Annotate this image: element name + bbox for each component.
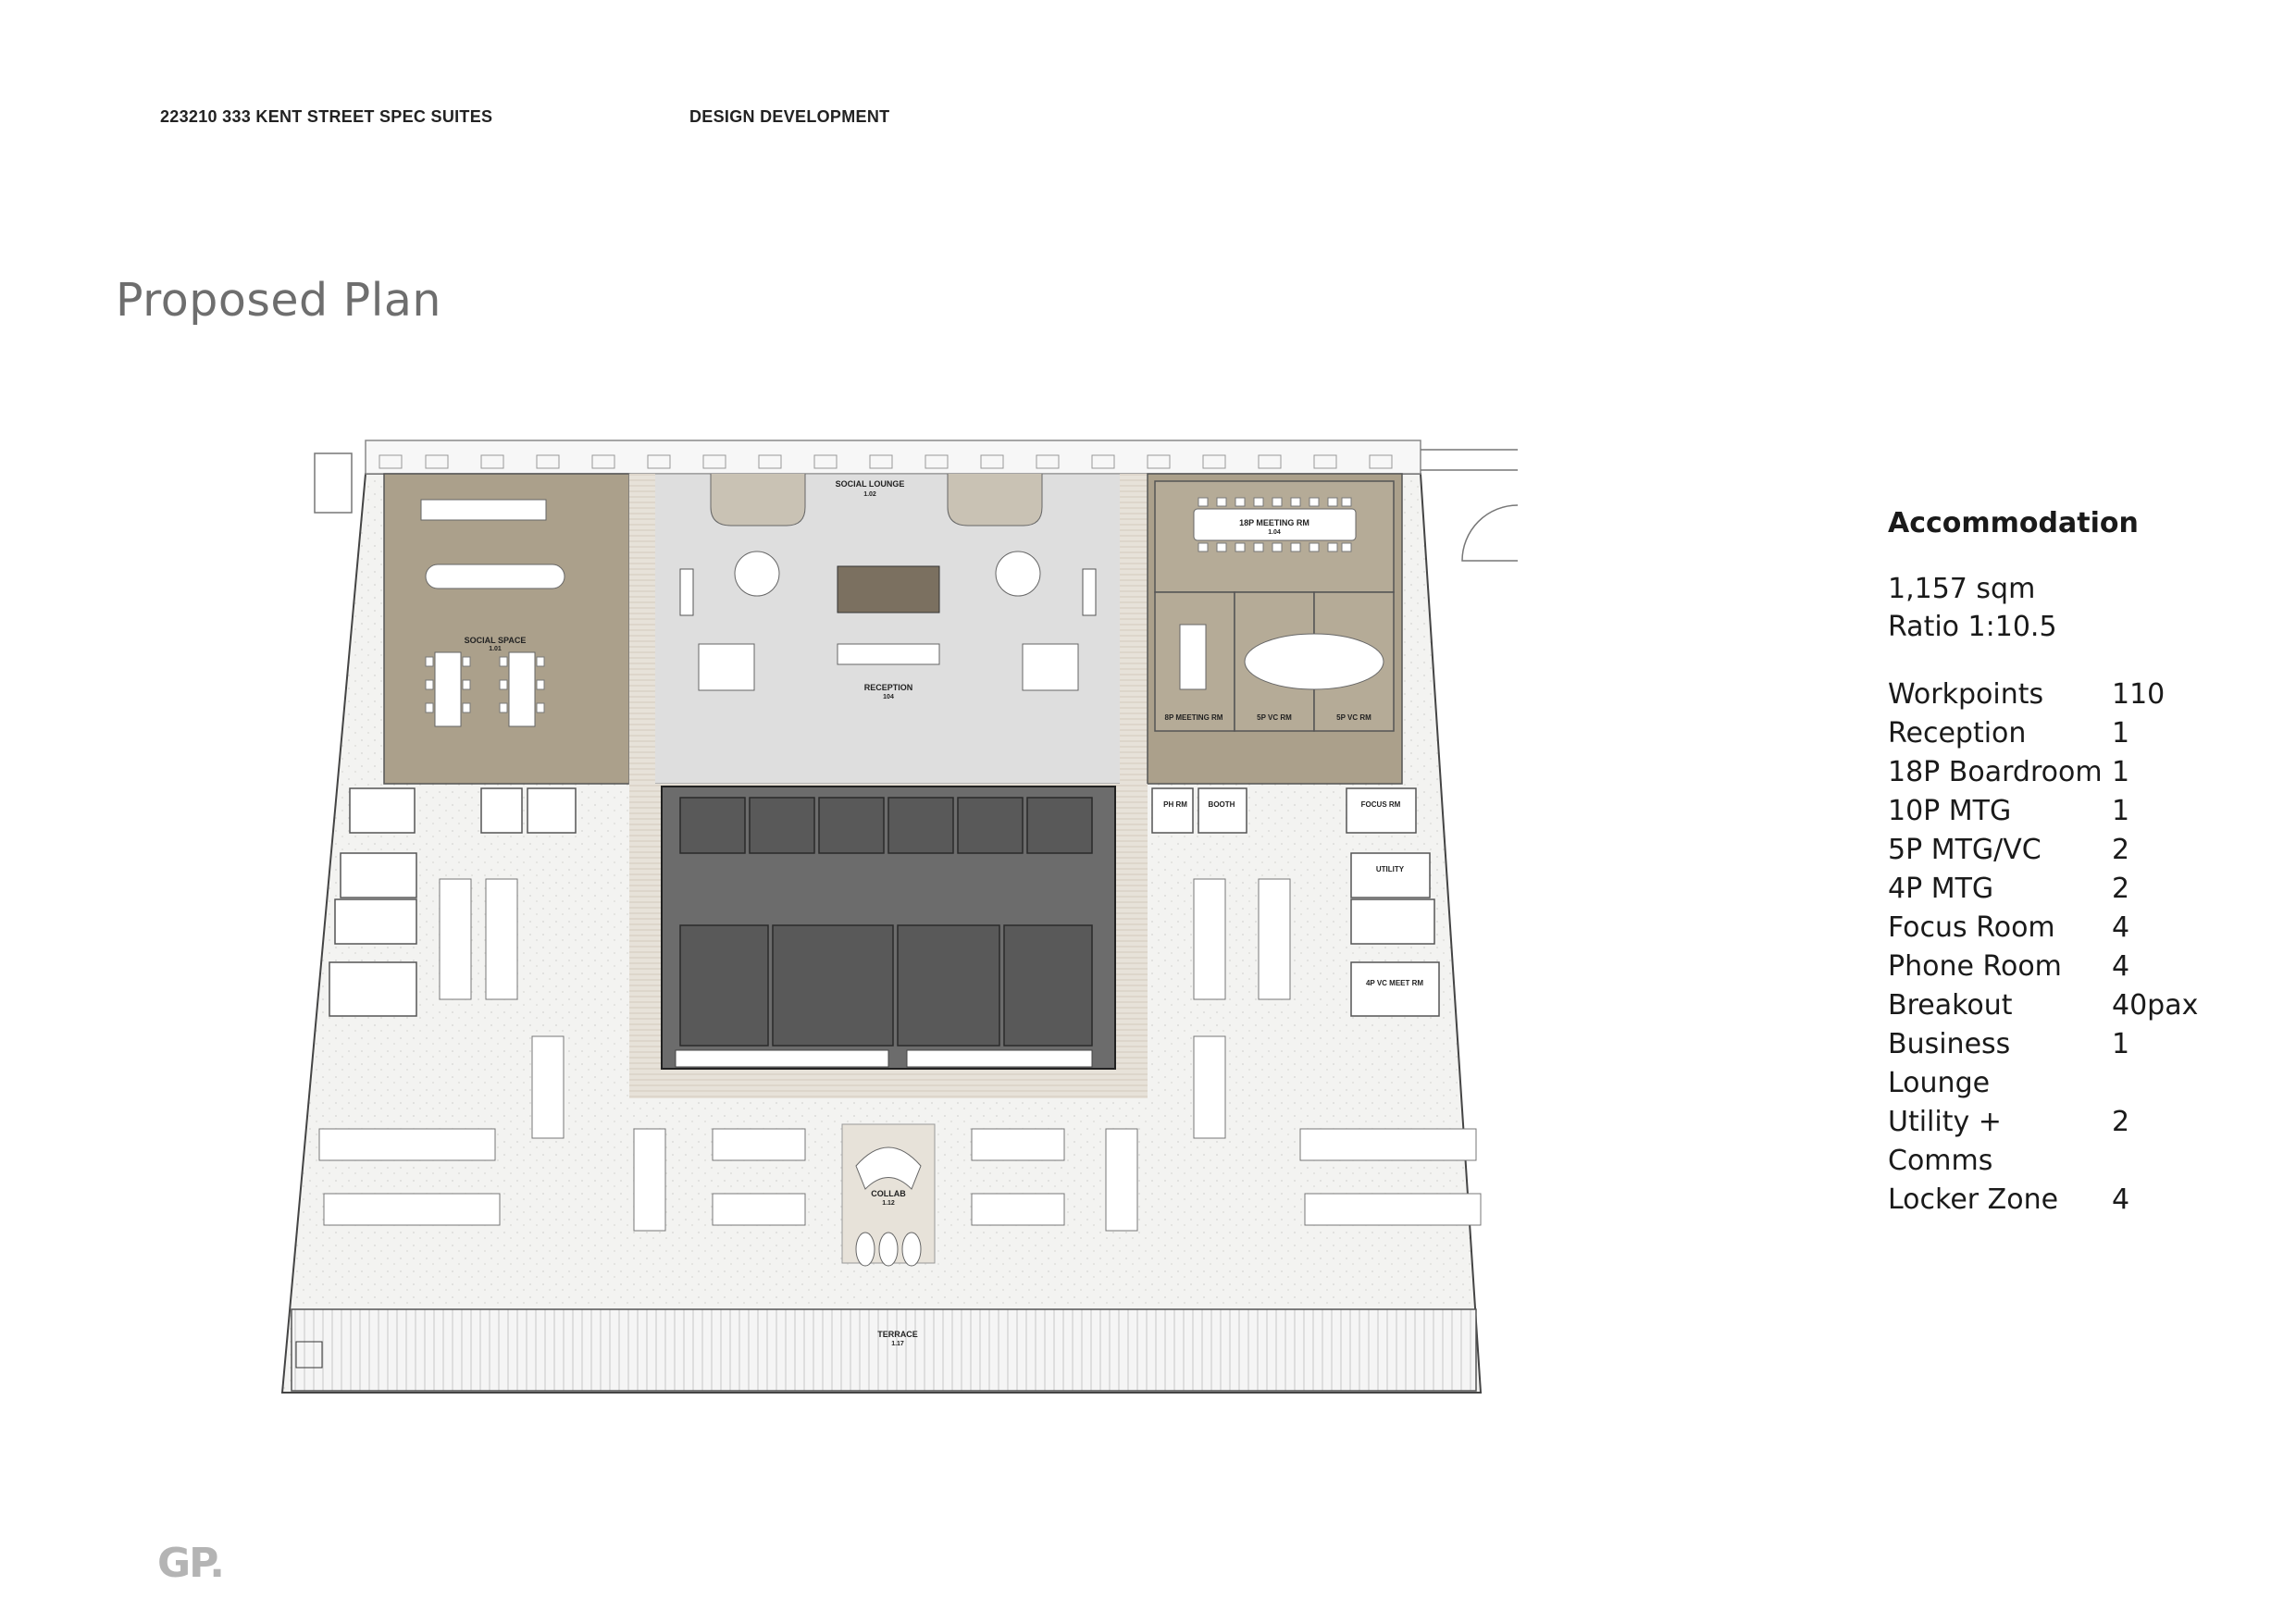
collab-seats [856,1233,921,1266]
accommodation-row-value: 1 [2112,756,2130,788]
label-18p-meeting: 18P MEETING RM [1239,518,1309,527]
accommodation-row-label: Locker Zone [1888,1183,2059,1216]
accommodation-row [1888,753,2277,792]
accommodation-row-value: 2 [2112,834,2130,866]
vc-table [1245,634,1384,689]
accommodation-row-value: 4 [2112,1183,2130,1216]
top-facade [366,440,1421,474]
label-reception-no: 104 [883,694,894,700]
label-social-space-no: 1.01 [489,646,502,652]
accommodation-row-value: 4 [2112,911,2130,944]
accommodation-row [1888,1025,2277,1103]
accommodation-row-value: 2 [2112,873,2130,905]
total-area: 1,157 sqm [1888,573,2036,605]
accommodation-row-value: 4 [2112,950,2130,983]
accommodation-row-label: Focus Room [1888,911,2055,944]
accommodation-list [1888,675,2277,1220]
accommodation-row-label: Breakout [1888,989,2013,1022]
floor-plan [268,426,1545,1416]
page-title: Proposed Plan [116,274,441,327]
project-name: 223210 333 KENT STREET SPEC SUITES [160,107,493,126]
accommodation-row-value: 1 [2112,717,2130,750]
label-8p-meeting: 8P MEETING RM [1164,713,1223,722]
accommodation-row [1888,1181,2277,1220]
label-social-space: SOCIAL SPACE [464,636,527,645]
accommodation-row-label: Utility + Comms [1888,1106,2002,1177]
accommodation-row [1888,870,2277,909]
gp-logo: GP. [157,1540,223,1587]
accommodation-row-value: 1 [2112,1028,2130,1060]
reception-sofa-left [699,644,754,690]
meeting-8p-table [1180,625,1206,689]
accommodation-row-value: 1 [2112,795,2130,827]
social-bench [421,500,546,520]
accommodation-row [1888,792,2277,831]
accommodation-row-value: 40pax [2112,989,2199,1022]
decking-reception-left [629,474,655,784]
label-focus-rm: FOCUS RM [1360,800,1401,809]
decking-reception-right [1120,474,1148,784]
reception-sofa-right [1023,644,1078,690]
accommodation-row [1888,909,2277,948]
label-terrace: TERRACE [877,1330,918,1339]
accommodation-row-label: Reception [1888,717,2027,750]
label-collab: COLLAB [871,1189,906,1198]
accommodation-row-label: Business Lounge [1888,1028,2011,1099]
reception-desk [838,644,939,664]
lounge-table-right [996,551,1040,596]
accommodation-row-label: Workpoints [1888,678,2044,711]
design-stage: DESIGN DEVELOPMENT [689,107,890,126]
accommodation-row-label: Phone Room [1888,950,2062,983]
social-table-1 [426,564,565,588]
label-social-lounge: SOCIAL LOUNGE [835,479,905,489]
label-collab-no: 1.12 [882,1200,895,1207]
lounge-table-left [735,551,779,596]
lounge-sofa-left [711,474,805,526]
label-5p-vc-b: 5P VC RM [1336,713,1371,722]
accommodation-row [1888,1103,2277,1181]
label-5p-vc-a: 5P VC RM [1257,713,1292,722]
accommodation-row-label: 18P Boardroom [1888,756,2103,788]
density-ratio: Ratio 1:10.5 [1888,611,2057,643]
accommodation-row-label: 5P MTG/VC [1888,834,2042,866]
accommodation-row-value: 2 [2112,1106,2130,1138]
accommodation-row [1888,831,2277,870]
label-reception: RECEPTION [863,683,913,692]
accommodation-row [1888,714,2277,753]
reception-zone [629,474,1148,784]
label-utility: UTILITY [1375,865,1405,873]
accommodation-panel [1888,507,2277,1220]
lounge-sofa-right [948,474,1042,526]
phone-rooms [838,566,939,613]
accommodation-row [1888,675,2277,714]
accommodation-title: Accommodation [1888,507,2139,539]
accommodation-row-label: 4P MTG [1888,873,1994,905]
label-terrace-no: 1.17 [891,1341,904,1347]
accommodation-row-value: 110 [2112,678,2166,711]
label-18p-meeting-no: 1.04 [1268,529,1281,536]
label-ph-rm: PH RM [1163,800,1187,809]
label-social-lounge-no: 1.02 [863,491,876,498]
accommodation-row-label: 10P MTG [1888,795,2012,827]
label-4p-vc-meet: 4P VC MEET RM [1365,979,1424,987]
label-booth: BOOTH [1208,800,1235,809]
terrace-zone [292,1309,1476,1391]
accommodation-row [1888,986,2277,1025]
accommodation-row [1888,948,2277,986]
